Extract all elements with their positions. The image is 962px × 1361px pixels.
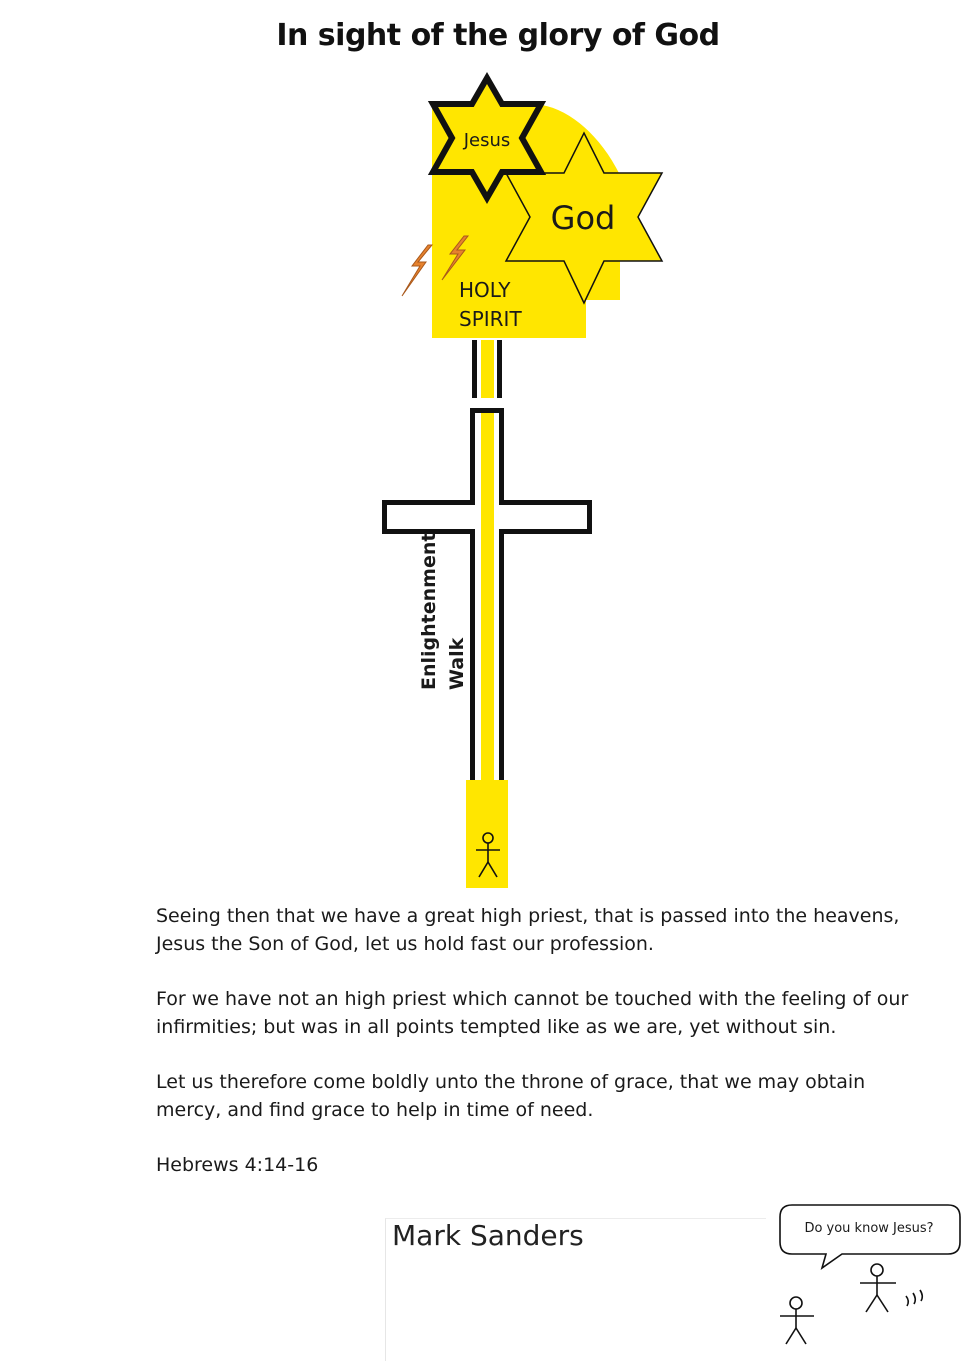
speech-bubble bbox=[780, 1205, 960, 1268]
holy-spirit-label-line1: HOLY bbox=[459, 278, 511, 302]
page-title: In sight of the glory of God bbox=[276, 18, 720, 53]
upper-path-left-rail bbox=[472, 340, 477, 398]
verse-15: For we have not an high priest which cannot be touched with the feeling of our infirmities; but was in all points tempted like as we are, yet without sin. bbox=[156, 988, 909, 1038]
jesus-star-label: Jesus bbox=[463, 130, 511, 151]
holy-spirit-label-line2: SPIRIT bbox=[459, 307, 522, 331]
start-block bbox=[466, 780, 508, 888]
speech-bubble-text: Do you know Jesus? bbox=[804, 1221, 934, 1236]
scripture-passage bbox=[156, 902, 916, 1206]
verse-14: Seeing then that we have a great high priest, that is passed into the heavens, Jesus the Son of God, let us hold fast our profession. bbox=[156, 905, 900, 955]
walk-label-line1: Enlightenment bbox=[418, 532, 440, 690]
upper-path-right-rail bbox=[497, 340, 502, 398]
upper-path bbox=[481, 340, 494, 398]
author-box bbox=[385, 1218, 766, 1361]
scripture-reference: Hebrews 4:14-16 bbox=[156, 1154, 319, 1176]
verse-16: Let us therefore come boldly unto the throne of grace, that we may obtain mercy, and find grace to help in time of need. bbox=[156, 1071, 866, 1121]
walk-path bbox=[481, 413, 494, 783]
author-name: Mark Sanders bbox=[392, 1219, 584, 1252]
stick-figure-listener-icon bbox=[780, 1297, 814, 1344]
stick-figure-speaker-icon bbox=[860, 1264, 922, 1312]
walk-label-line2: Walk bbox=[446, 637, 468, 690]
god-star-label: God bbox=[550, 199, 616, 237]
